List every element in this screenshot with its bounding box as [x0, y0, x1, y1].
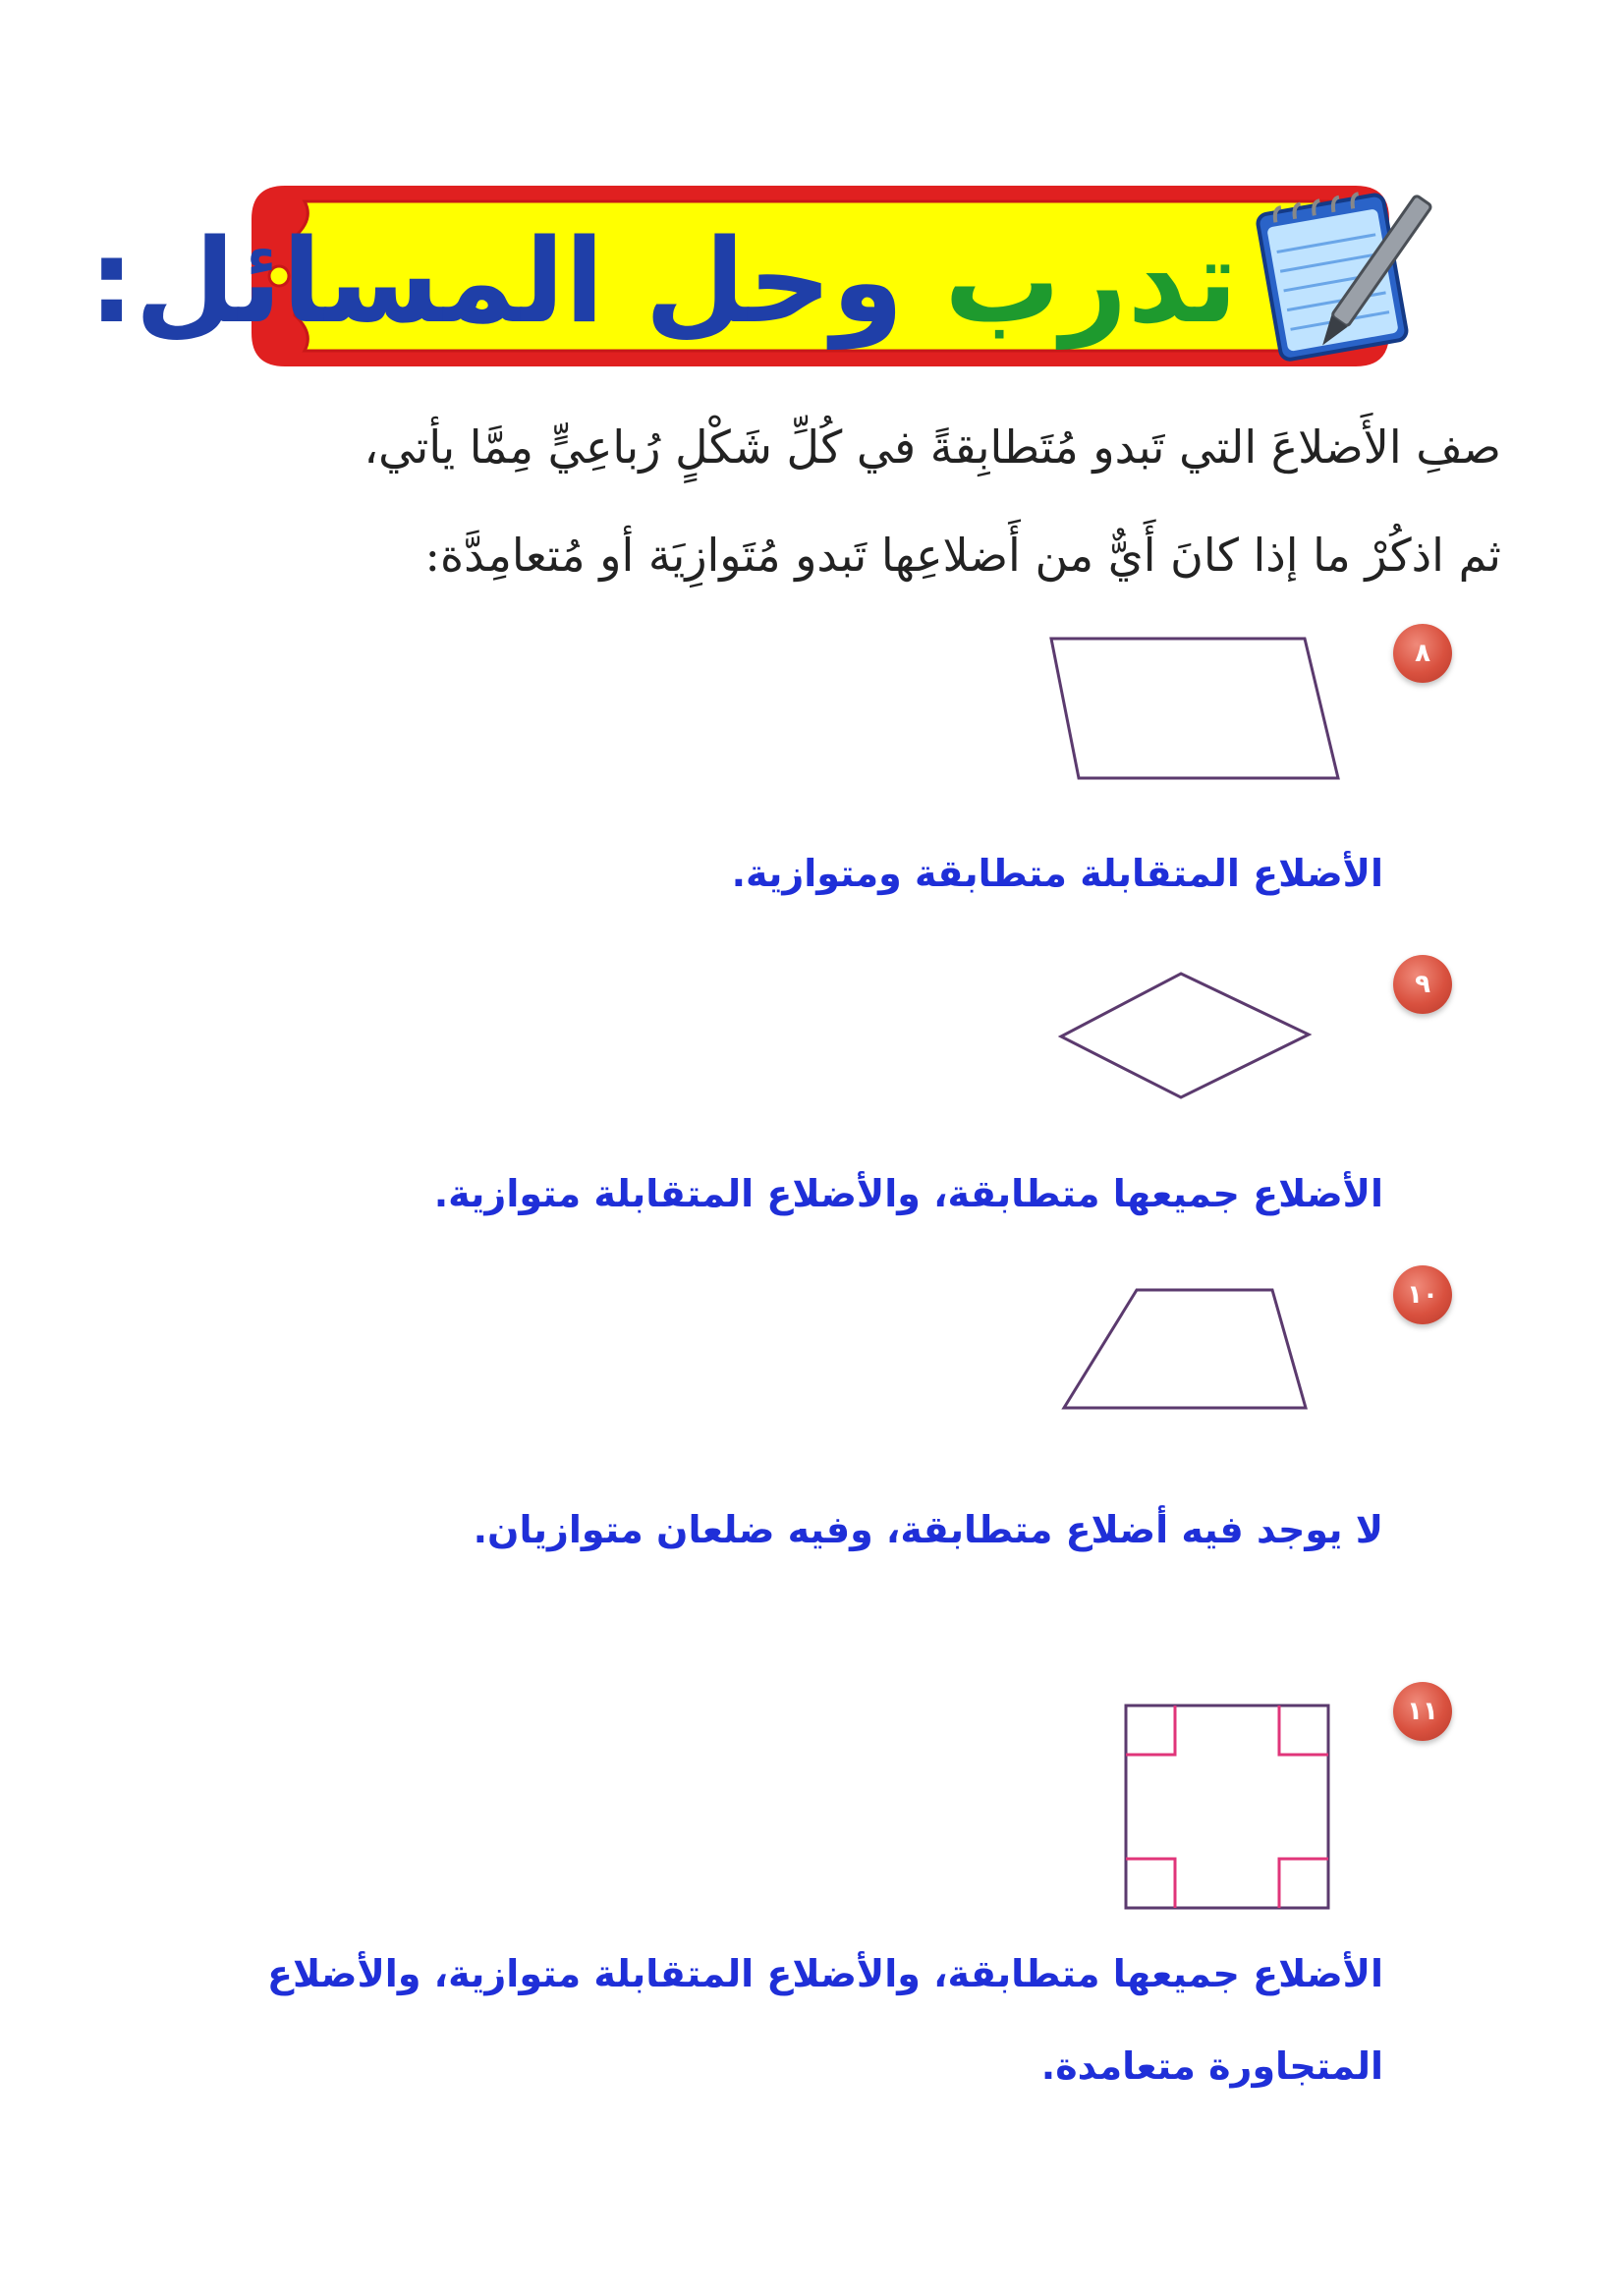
- rhombus-shape: [1051, 968, 1316, 1105]
- instruction-line-2: ثم اذكُرْ ما إذا كانَ أَيٌّ من أَضلاعِها تَبدو مُتَوازِيَة أو مُتعامِدَّة:: [424, 529, 1501, 582]
- trapezoid-shape: [1056, 1282, 1312, 1420]
- title-word-practice: تدرب: [944, 213, 1238, 349]
- answer-text: الأضلاع جميعها متطابقة، والأضلاع المتقابلة متوازية.: [433, 1172, 1383, 1215]
- problem-number-badge: ٨: [1393, 624, 1452, 683]
- problem-number-badge: ٩: [1393, 955, 1452, 1014]
- notepad-pen-icon: [1240, 173, 1436, 369]
- answer-text: الأضلاع جميعها متطابقة، والأضلاع المتقابلة متوازية، والأضلاع المتجاورة متعامدة.: [266, 1952, 1383, 2088]
- answer-text: لا يوجد فيه أضلاع متطابقة، وفيه ضلعان متوازيان.: [473, 1508, 1383, 1551]
- problem-number-badge: ١٠: [1393, 1265, 1452, 1324]
- square-shape: [1120, 1700, 1336, 1916]
- title-word-solve-problems: وحل المسائل:: [88, 213, 904, 349]
- parallelogram-shape: [1041, 629, 1356, 786]
- page-title: [88, 212, 1238, 350]
- problem-number-badge: ١١: [1393, 1682, 1452, 1741]
- instruction-line-1: صفِ الأَضلاعَ التي تَبدو مُتَطابِقةً في كُلِّ شَكْلٍ رُباعِيٍّ مِمَّا يأتي،: [364, 420, 1501, 474]
- right-angle-marks: [1126, 1706, 1328, 1908]
- answer-text: الأضلاع المتقابلة متطابقة ومتوازية.: [731, 852, 1383, 895]
